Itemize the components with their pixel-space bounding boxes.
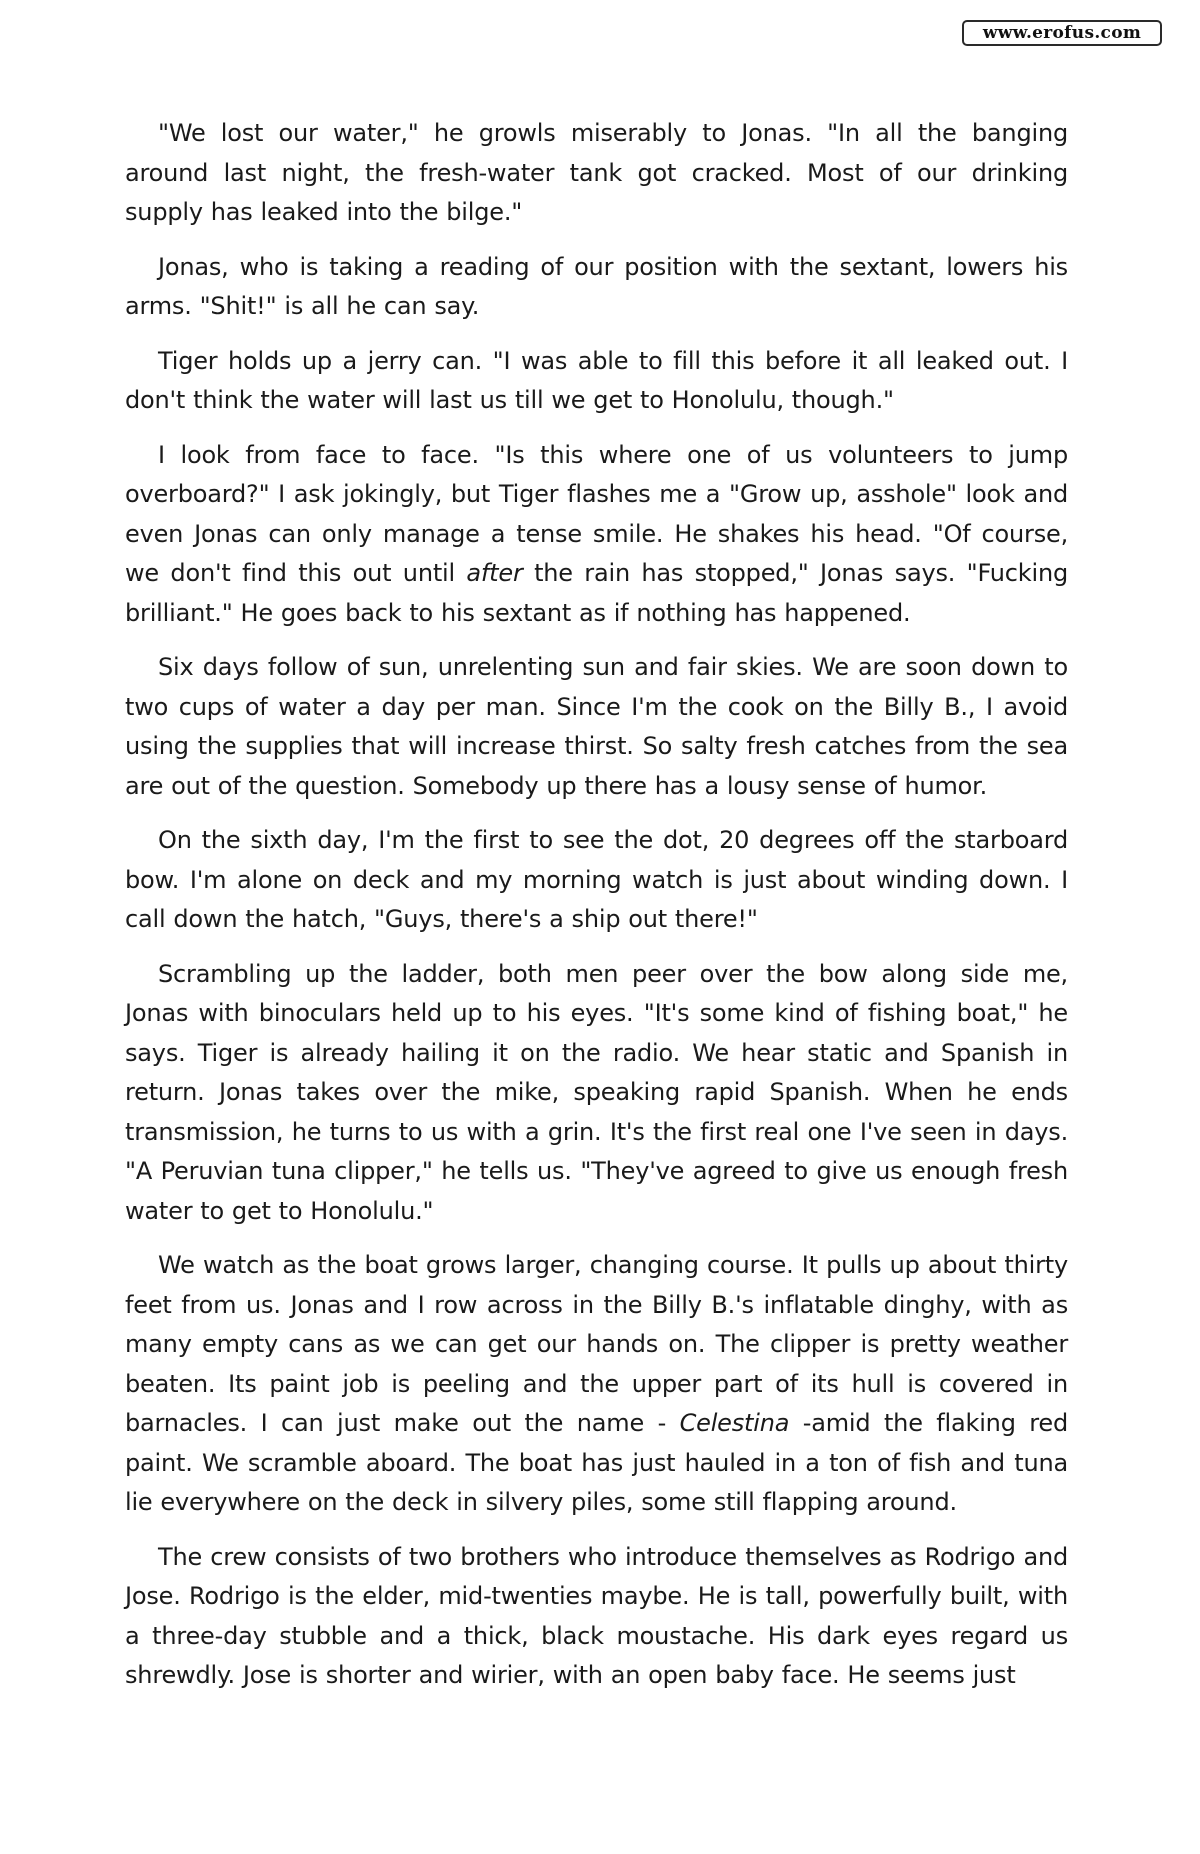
story-text: [125, 114, 1068, 1711]
paragraph-7: Scrambling up the ladder, both men peer over the bow along side me, Jonas with binoculars held up to his eyes. "It's some kind of fishing boat," he says. Tiger is already hailing it on the radio. We hear static and Spanish in return. Jonas takes over the mike, speaking rapid Spanish. When he ends transmission, he turns to us with a grin. It's the first real one I've seen in days. "A Peruvian tuna clipper," he tells us. "They've agreed to give us enough fresh water to get to Honolulu.": [125, 959, 1068, 1225]
paragraph-4: I look from face to face. "Is this where one of us volunteers to jump overboard?" I ask jokingly, but Tiger flashes me a "Grow up, asshole" look and even Jonas can only manage a tense smile. He shakes his head. "Of course, we don't find this out until after the rain has stopped," Jonas says. "Fucking brilliant." He goes back to his sextant as if nothing has happened.: [125, 440, 1068, 627]
paragraph-9: The crew consists of two brothers who introduce themselves as Rodrigo and Jose. Rodrigo is the elder, mid-twenties maybe. He is tall, powerfully built, with a three-day stubble and a thick, black moustache. His dark eyes regard us shrewdly. Jose is shorter and wirier, with an open baby face. He seems just: [125, 1542, 1068, 1689]
site-watermark: www.erofus.com: [962, 20, 1162, 46]
paragraph-1: "We lost our water," he growls miserably to Jonas. "In all the banging around last night, the fresh-water tank got cracked. Most of our drinking supply has leaked into the bilge.": [125, 119, 1068, 226]
paragraph-2: Jonas, who is taking a reading of our position with the sextant, lowers his arms. "Shit!" is all he can say.: [125, 252, 1068, 320]
paragraph-8: We watch as the boat grows larger, changing course. It pulls up about thirty feet from us. Jonas and I row across in the Billy B.'s inflatable dinghy, with as many empty cans as we can get our hands on. The clipper is pretty weather beaten. Its paint job is peeling and the upper part of its hull is covered in barnacles. I can just make out the name - Celestina -amid the flaking red paint. We scramble aboard. The boat has just hauled in a ton of fish and tuna lie everywhere on the deck in silvery piles, some still flapping around.: [125, 1251, 1068, 1516]
paragraph-6: On the sixth day, I'm the first to see the dot, 20 degrees off the starboard bow. I'm alone on deck and my morning watch is just about winding down. I call down the hatch, "Guys, there's a ship out there!": [125, 826, 1068, 933]
paragraph-3: Tiger holds up a jerry can. "I was able to fill this before it all leaked out. I don't think the water will last us till we get to Honolulu, though.": [125, 346, 1068, 414]
paragraph-5: Six days follow of sun, unrelenting sun and fair skies. We are soon down to two cups of water a day per man. Since I'm the cook on the Billy B., I avoid using the supplies that will increase thirst. So salty fresh catches from the sea are out of the question. Somebody up there has a lousy sense of humor.: [125, 653, 1068, 800]
